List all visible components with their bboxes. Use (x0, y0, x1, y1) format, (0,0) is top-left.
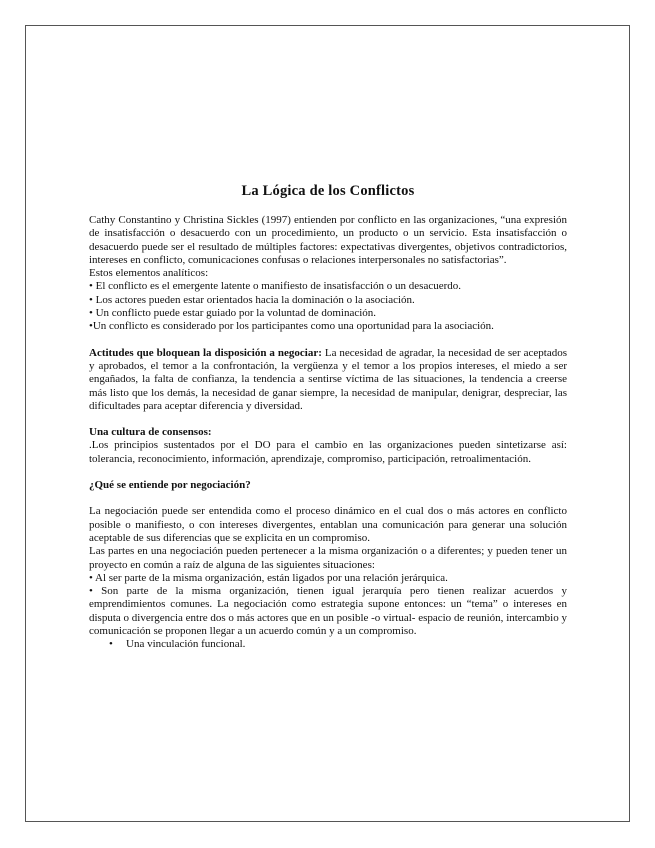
consensus-text: .Los principios sustentados por el DO para el cambio en las organizaciones pueden sintetizarse así: tolerancia, reconocimiento, información, aprendizaje, compromiso, participación, retroalimentación. (89, 439, 567, 465)
document-title: La Lógica de los Conflictos (241, 183, 415, 199)
negotiation-bullet-1: • Al ser parte de la misma organización, están ligados por una relación jerárquica. (89, 571, 448, 584)
intro-paragraph: Cathy Constantino y Christina Sickles (1997) entienden por conflicto en las organizaciones, “una expresión de insatisfacción o desacuerdo con un procedimiento, un producto o un servicio. Esta insatisfacción o desacuerdo puede ser el resultado de múltiples factores: expectativas divergentes, objetivos contradictorios, intereses en conflicto, comunicaciones confusas o relaciones interpersonales no satisfactorias”. (89, 214, 567, 266)
negotiation-bullet-2: • Son parte de la misma organización, tienen igual jerarquía pero tienen realizar acuerdos y emprendimientos comunes. La negociación como estrategia supone entonces: un “tema” o intereses en disputa o divergencia entre dos o más actores que en un posible -o virtual- espacio de reunión, intercambio y comunicación se proponen llegar a un acuerdo común y a un compromiso. (89, 585, 567, 638)
attitudes-text: La necesidad de agradar, la necesidad de ser aceptados y aprobados, el temor a la confrontación, la vergüenza y el temor a los propios intereses, el miedo a ser engañados, la falta de confianza, la tendencia a sentirse víctima de las situaciones, la tendencia a creerse más listo que los demás, la necesidad de ganar siempre, la necesidad de manipular, denigrar, despreciar, las dificultades para aceptar diferencia y diversidad. (89, 346, 568, 412)
element-item: • Los actores pueden estar orientados hacia la dominación o la asociación. (89, 293, 415, 306)
negotiation-heading: ¿Qué se entiende por negociación? (89, 479, 251, 492)
negotiation-paragraph-1: La negociación puede ser entendida como el proceso dinámico en el cual dos o más actores en conflicto posible o manifiesto, o con intereses divergentes, entablan una comunicación para generar una solución aceptable de sus diferencias que se explicita en un compromiso. (89, 505, 567, 544)
elements-intro: Estos elementos analíticos: (89, 267, 209, 280)
document-content (89, 182, 567, 652)
document-page (25, 25, 630, 822)
final-bullet-text: Una vinculación funcional. (126, 638, 246, 651)
attitudes-heading: Actitudes que bloquean la disposición a negociar: (89, 346, 322, 359)
bullet-icon: • (109, 638, 113, 651)
final-bullet-list (89, 638, 567, 651)
element-item: •Un conflicto es considerado por los participantes como una oportunidad para la asociación. (89, 320, 494, 333)
consensus-heading: Una cultura de consensos: (89, 426, 212, 439)
negotiation-paragraph-2: Las partes en una negociación pueden pertenecer a la misma organización o a diferentes; y pueden tener un proyecto en común a raíz de alguna de las siguientes situaciones: (89, 545, 567, 571)
element-item: • El conflicto es el emergente latente o manifiesto de insatisfacción o un desacuerdo. (89, 280, 462, 293)
element-item: • Un conflicto puede estar guiado por la voluntad de dominación. (89, 307, 377, 320)
list-item (89, 638, 567, 651)
attitudes-paragraph (89, 347, 567, 413)
